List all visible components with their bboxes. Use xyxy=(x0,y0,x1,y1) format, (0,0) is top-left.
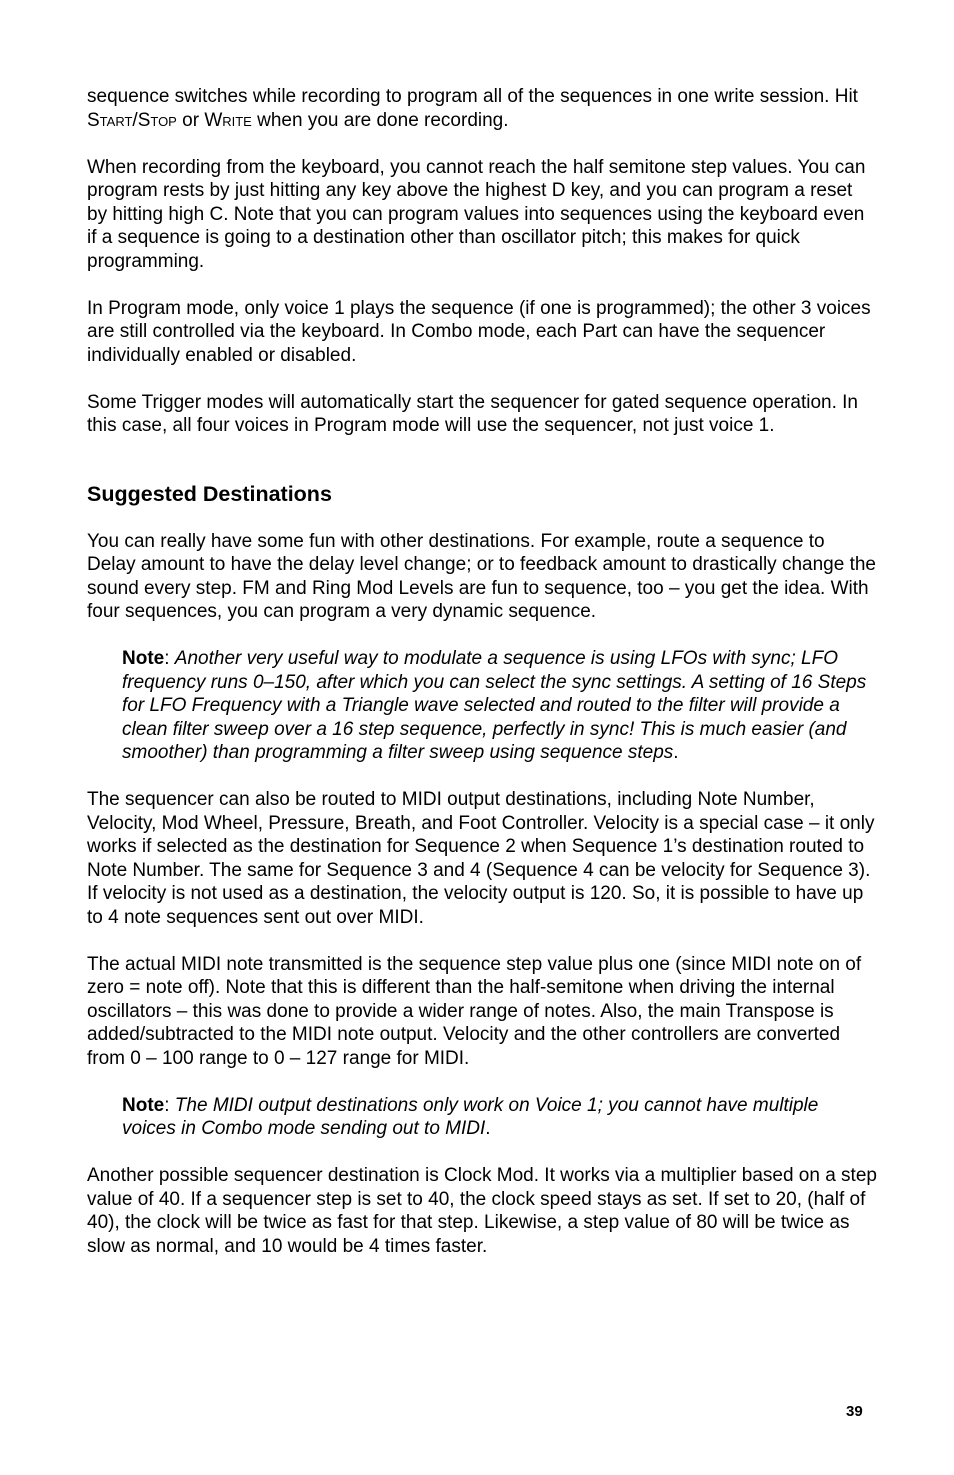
paragraph-sequence-switches: sequence switches while recording to program all of the sequences in one write session. Hit Start/Stop or Write when you are done recording. xyxy=(87,86,858,131)
start-stop-label: Start/Stop xyxy=(87,109,177,131)
paragraph-midi-destinations: The sequencer can also be routed to MIDI output destinations, including Note Number, Velocity, Mod Wheel, Pressure, Breath, and Foot Controller. Velocity is a special case – it only works if selected as the destination for Sequence 2 when Sequence 1’s destination routed to Note Number. The same for Sequence 3 and 4 (Sequence 4 can be velocity for Sequence 3). If velocity is not used as a destination, the velocity output is 120. So, it is possible to have up to 4 note sequences sent out over MIDI. xyxy=(87,789,875,928)
note-label: Note xyxy=(122,648,165,669)
paragraph-destinations-intro: You can really have some fun with other destinations. For example, route a sequence to Delay amount to have the delay level change; or to feedback amount to drastically change the sound every step. FM and Ring Mod Levels are fun to sequence, too – you get the idea. With four sequences, you can program a very dynamic sequence. xyxy=(87,530,876,622)
section-heading: Suggested Destinations xyxy=(87,481,332,506)
page-body xyxy=(87,85,877,1258)
paragraph-keyboard-recording: When recording from the keyboard, you cannot reach the half semitone step values. You can program rests by just hitting any key above the highest D key, and you can program a reset by hitting high C. Note that you can program values into sequences using the keyboard even if a sequence is going to a destination other than oscillator pitch; this makes for quick programming. xyxy=(87,156,866,272)
note-text: Another very useful way to modulate a sequence is using LFOs with sync; LFO frequency runs 0–150, after which you can select the sync settings. A setting of 16 Steps for LFO Frequency with a Triangle wave selected and routed to the filter will provide a clean filter sweep over a 16 step sequence, perfectly in sync! This is much easier (and smoother) than programming a filter sweep using sequence steps xyxy=(122,648,867,763)
paragraph-midi-note: The actual MIDI note transmitted is the sequence step value plus one (since MIDI note on of zero = note off). Note that this is different than the half-semitone when driving the internal oscillators – this was done to provide a wider range of notes. Also, the main Transpose is added/subtracted to the MIDI note output. Velocity and the other controllers are converted from 0 – 100 range to 0 – 127 range for MIDI. xyxy=(87,953,862,1069)
paragraph-program-mode: In Program mode, only voice 1 plays the sequence (if one is programmed); the other 3 voices are still controlled via the keyboard. In Combo mode, each Part can have the sequencer individually enabled or disabled. xyxy=(87,297,871,366)
page-number: 39 xyxy=(846,1403,863,1420)
write-label: Write xyxy=(204,109,252,131)
note-lfo-sync: Note: Another very useful way to modulate a sequence is using LFOs with sync; LFO frequency runs 0–150, after which you can select the sync settings. A setting of 16 Steps for LFO Frequency with a Triangle wave selected and routed to the filter will provide a clean filter sweep over a 16 step sequence, perfectly in sync! This is much easier (and smoother) than programming a filter sweep using sequence steps. xyxy=(122,648,867,763)
paragraph-clock-mod: Another possible sequencer destination is Clock Mod. It works via a multiplier based on a step value of 40. If a sequencer step is set to 40, the clock speed stays as set. If set to 20, (half of 40), the clock will be twice as fast for that step. Likewise, a step value of 80 will be twice as slow as normal, and 10 would be 4 times faster. xyxy=(87,1165,877,1257)
note-label: Note xyxy=(122,1094,165,1116)
paragraph-trigger-modes: Some Trigger modes will automatically start the sequencer for gated sequence operation. In this case, all four voices in Program mode will use the sequencer, not just voice 1. xyxy=(87,391,858,436)
note-text: The MIDI output destinations only work on Voice 1; you cannot have multiple voices in Combo mode sending out to MIDI xyxy=(122,1094,819,1139)
note-midi-voice: Note: The MIDI output destinations only work on Voice 1; you cannot have multiple voices in Combo mode sending out to MIDI. xyxy=(122,1094,819,1139)
